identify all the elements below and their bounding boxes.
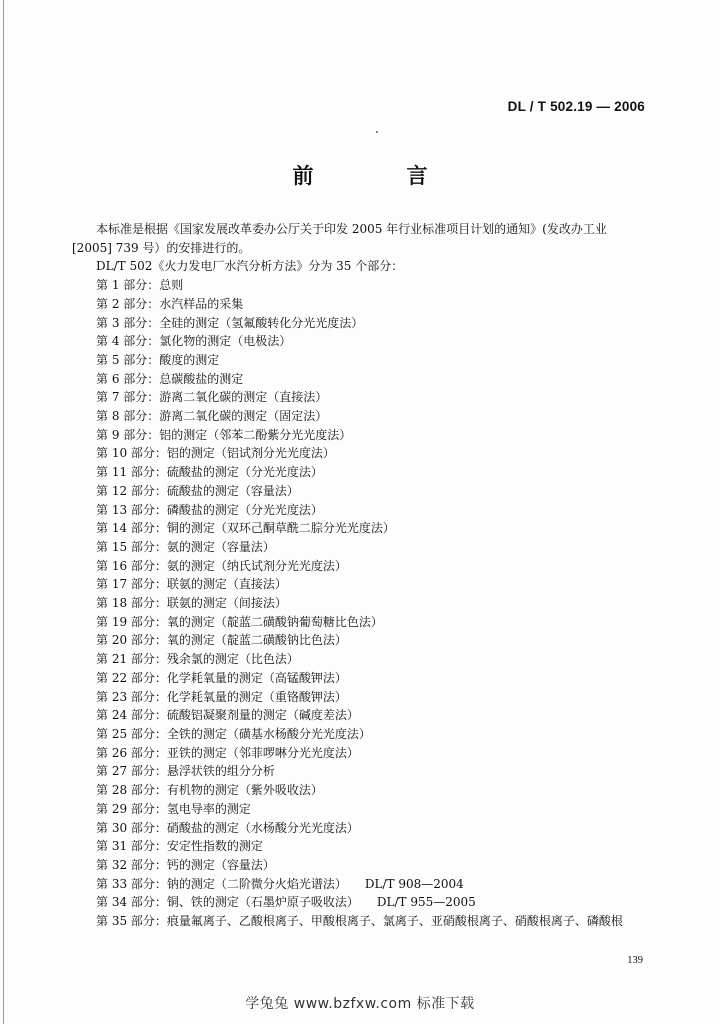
part-item [96,893,656,912]
part-text: 第 7 部分：游离二氧化碳的测定（直接法） [96,390,328,405]
part-text: 第 6 部分：总碳酸盐的测定 [96,371,244,386]
part-item [96,332,656,351]
part-item [96,407,656,426]
part-text: 第 33 部分：钠的测定（二阶微分火焰光谱法） [96,876,347,891]
page-title: 前 言 [292,164,464,188]
part-item [96,314,656,333]
intro-line-2-text: [2005] 739 号）的安排进行的。 [72,240,251,255]
part-item [96,706,656,725]
part-text: 第 11 部分：硫酸盐的测定（分光光度法） [96,465,323,480]
part-item [96,370,656,389]
part-item [96,351,656,370]
part-text: 第 4 部分：氯化物的测定（电极法） [96,334,292,349]
intro-line-3-text: DL/T 502《火力发电厂水汽分析方法》分为 35 个部分： [96,259,404,274]
part-item [96,744,656,763]
part-item [96,444,656,463]
part-item [96,426,656,445]
part-text: 第 28 部分：有机物的测定（紫外吸收法） [96,783,323,798]
part-item [96,912,656,931]
part-item [96,819,656,838]
intro-line-2 [72,239,656,258]
part-item [96,557,656,576]
part-text: 第 21 部分：残余氯的测定（比色法） [96,652,299,667]
part-item [96,762,656,781]
part-item [96,669,656,688]
part-text: 第 5 部分：酸度的测定 [96,352,220,367]
part-item [96,388,656,407]
part-text: 第 30 部分：硝酸盐的测定（水杨酸分光光度法） [96,820,359,835]
part-text: 第 35 部分：痕量氟离子、乙酸根离子、甲酸根离子、氯离子、亚硝酸根离子、硝酸根离子、磷酸根 [96,914,623,929]
part-text: 第 25 部分：全铁的测定（磺基水杨酸分光光度法） [96,726,371,741]
parts-list [96,276,656,931]
part-item [96,538,656,557]
watermark-text: 学兔兔 www.bzfxw.com 标准下载 [245,996,475,1012]
part-item [96,688,656,707]
part-text: 第 18 部分：联氨的测定（间接法） [96,596,287,611]
part-item [96,501,656,520]
intro-line-1-text: 本标准是根据《国家发展改革委办公厅关于印发 2005 年行业标准项目计划的通知》(发改办工业 [96,222,607,236]
part-text: 第 24 部分：硫酸铝凝聚剂量的测定（碱度差法） [96,708,359,723]
part-item [96,837,656,856]
part-text: 第 8 部分：游离二氧化碳的测定（固定法） [96,409,328,424]
part-text: 第 23 部分：化学耗氧量的测定（重铬酸钾法） [96,689,347,704]
part-item [96,575,656,594]
part-text: 第 10 部分：铝的测定（铝试剂分光光度法） [96,446,335,461]
part-reference: DL/T 955—2005 [376,895,476,910]
part-item [96,463,656,482]
part-text: 第 9 部分：铝的测定（邻苯二酚紫分光光度法） [96,427,352,442]
part-item [96,781,656,800]
intro-line-1 [96,220,656,239]
part-text: 第 31 部分：安定性指数的测定 [96,839,263,854]
part-text: 第 27 部分：悬浮状铁的组分分析 [96,764,275,779]
part-reference: DL/T 908—2004 [364,876,464,891]
part-item [96,650,656,669]
document-body [72,220,656,931]
part-text: 第 20 部分：氧的测定（靛蓝二磺酸钠比色法） [96,633,347,648]
part-text: 第 34 部分：铜、铁的测定（石墨炉原子吸收法） [96,895,359,910]
part-item [96,613,656,632]
part-item [96,482,656,501]
part-item [96,725,656,744]
part-item [96,856,656,875]
part-item [96,519,656,538]
part-item [96,800,656,819]
part-text: 第 2 部分：水汽样品的采集 [96,296,244,311]
part-text: 第 14 部分：铜的测定（双环己酮草酰二腙分光光度法） [96,521,395,536]
intro-line-3 [96,257,656,276]
part-text: 第 12 部分：硫酸盐的测定（容量法） [96,483,299,498]
part-text: 第 22 部分：化学耗氧量的测定（高锰酸钾法） [96,670,347,685]
part-item [96,295,656,314]
part-text: 第 1 部分：总则 [96,278,184,293]
page-number: 139 [627,955,643,966]
part-text: 第 13 部分：磷酸盐的测定（分光光度法） [96,502,323,517]
part-item [96,594,656,613]
part-item [96,631,656,650]
part-text: 第 15 部分：氨的测定（容量法） [96,539,275,554]
scan-edge-line [3,0,4,1024]
part-text: 第 32 部分：钙的测定（容量法） [96,857,275,872]
part-item [96,875,656,894]
part-item [96,276,656,295]
part-text: 第 26 部分：亚铁的测定（邻菲啰啉分光光度法） [96,745,359,760]
standard-code: DL / T 502.19 — 2006 [507,99,645,114]
part-text: 第 29 部分：氢电导率的测定 [96,801,251,816]
part-text: 第 3 部分：全硅的测定（氢氟酸转化分光光度法） [96,315,364,330]
part-text: 第 17 部分：联氨的测定（直接法） [96,577,287,592]
scan-speck [376,131,378,133]
part-text: 第 19 部分：氧的测定（靛蓝二磺酸钠葡萄糖比色法） [96,614,383,629]
part-text: 第 16 部分：氨的测定（纳氏试剂分光光度法） [96,558,347,573]
